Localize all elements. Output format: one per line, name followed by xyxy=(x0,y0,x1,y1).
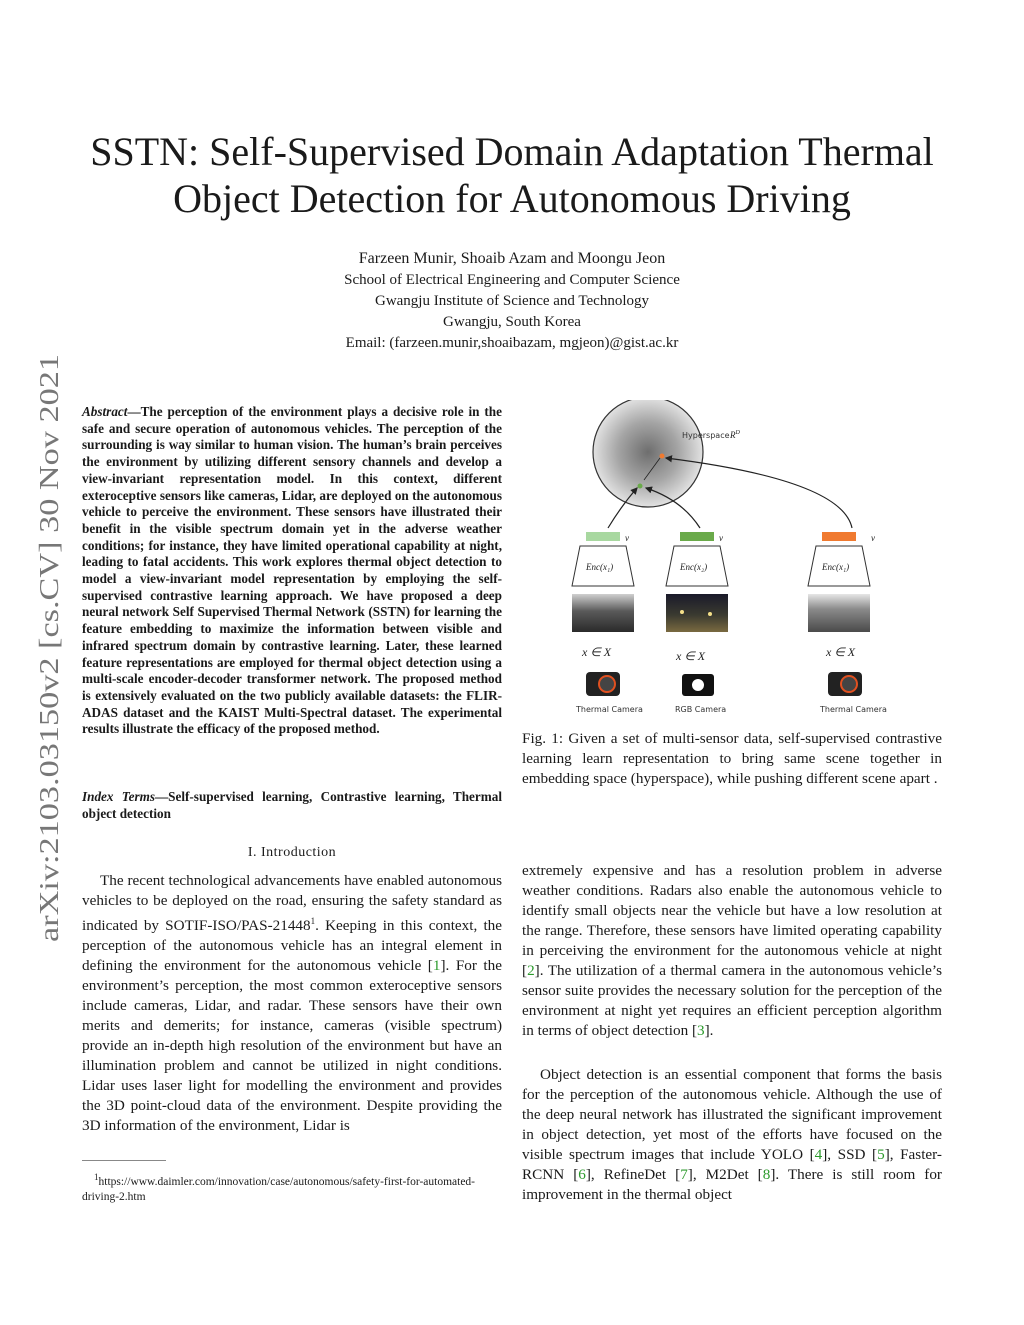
camera-label-2: RGB Camera xyxy=(675,705,727,714)
right-column-paragraph-2 xyxy=(522,1065,942,1205)
embedding-bar-3 xyxy=(822,532,856,541)
intro-text-b: . Keeping in this context, the perception of the autonomous vehicle has an integral element in defining the environment for the autonomous vehicle [ xyxy=(82,917,502,975)
hyperspace-math: $R^D$ xyxy=(730,430,740,440)
right-text-c: ]. xyxy=(704,1022,714,1039)
right-text-a: extremely expensive and has a resolution problem in adverse weather conditions. Radars also enable the autonomous vehicle to identify small objects near the vehicle but have a low resolution at the range. Therefore, these sensors have limited operating capability in perceiving the environment for the autonomous vehicle at night [ xyxy=(522,862,942,979)
embedding-label-3: v xyxy=(871,533,875,543)
figure-1 xyxy=(522,400,942,720)
sample-label-3: x ∈ X xyxy=(826,645,856,659)
abstract-text: —The perception of the environment plays a decisive role in the safe and secure operation of autonomous vehicles. The perception of the surrounding is way similar to human vision. The human’s brain perceives the environment by utilizing different sensory channels and develop a view-invariant representation model. In this context, different exteroceptive sensors like cameras, Lidar, are deployed on the autonomous vehicle to perceive the environment. These sensors have illustrated their benefit in the visible spectrum domain yet in the adverse weather conditions; for instance, they have limited operational capability at night, leading to fatal accidents. This work explores thermal object detection to model a view-invariant model representation by employing the self-supervised contrastive learning approach. We have proposed a deep neural network Self Supervised Thermal Network (SSTN) for learning the feature embedding to maximize the information between visible and infrared spectrum domain by contrastive learning. Later, these learned feature representations are employed for thermal object detection using a multi-scale encoder-decoder transformer network. The proposed method is extensively evaluated on the two publicly available datasets: the FLIR-ADAS dataset and the KAIST Multi-Spectral dataset. The experimental results illustrate the efficacy of the proposed method. xyxy=(82,404,502,737)
right-text-g: ], RefineDet [ xyxy=(585,1166,681,1183)
encoder-label-2: Enc(x₂) xyxy=(680,562,708,572)
title-line-2: Object Detection for Autonomous Driving xyxy=(173,176,851,221)
citation-link[interactable]: 1 xyxy=(432,957,441,975)
index-terms xyxy=(82,789,502,822)
thermal-camera-lens-1 xyxy=(599,676,615,692)
index-terms-text: —Self-supervised learning, Contrastive learning, Thermal object detection xyxy=(82,789,503,821)
right-text-i: ]. There is still room for improvement in the thermal object xyxy=(522,1166,942,1203)
index-terms-label: Index Terms xyxy=(82,789,155,804)
citation-link[interactable]: 7 xyxy=(680,1166,688,1183)
embedding-bar-2 xyxy=(680,532,714,541)
citation-link[interactable]: 4 xyxy=(814,1146,823,1163)
embedding-bar-1 xyxy=(586,532,620,541)
title-line-1: SSTN: Self-Supervised Domain Adaptation Thermal xyxy=(90,129,934,174)
citation-link[interactable]: 5 xyxy=(877,1146,885,1163)
camera-label-3: Thermal Camera xyxy=(820,705,887,714)
encoder-label-3: Enc(x₁) xyxy=(822,562,850,572)
citation-link[interactable]: 2 xyxy=(527,962,535,979)
right-column-paragraph-1 xyxy=(522,861,942,1041)
rgb-image-light-1 xyxy=(680,610,684,614)
sample-label-2: x ∈ X xyxy=(676,649,706,663)
footnote-url[interactable]: https://www.daimler.com/innovation/case/autonomous/safety-first-for-automated-driving-2.htm xyxy=(82,1175,476,1203)
hyperspace-label: Hyperspace xyxy=(682,431,730,440)
intro-text-c: ]. For the environment’s perception, the most common exteroceptive sensors include cameras, Lidar, and radar. These sensors have their own merits and demerits; for instance, cameras (visible spectrum) provide an in-depth high resolution of the environment but have an illumination problem and cannot be utilized in night conditions. Lidar uses laser light for modelling the environment and provides the 3D point-cloud data of the environment. Despite providing the 3D information of the environment, Lidar is xyxy=(82,957,502,1135)
embedding-point-positive xyxy=(638,484,643,489)
paper-title xyxy=(60,128,964,222)
footnote-number: 1 xyxy=(94,1172,99,1182)
right-text-d: Object detection is an essential component that forms the basis for the perception of the autonomous vehicle. Although the use of the deep neural network has illustrated the significant improvement in object detection, yet most of the efforts have focused on the visible spectrum images that include YOLO [ xyxy=(522,1066,942,1163)
intro-text-a: The recent technological advancements have enabled autonomous vehicles to be deployed on the road, ensuring the safety standard as indicated by SOTIF-ISO/PAS-21448 xyxy=(82,872,502,935)
author-department: School of Electrical Engineering and Computer Science xyxy=(344,272,680,288)
citation-link[interactable]: 8 xyxy=(762,1166,771,1183)
arxiv-identifier-text: arXiv:2103.03150v2 [cs.CV] 30 Nov 2021 xyxy=(34,478,64,942)
arxiv-identifier xyxy=(28,350,68,942)
thermal-image-1 xyxy=(572,594,634,632)
abstract-label: Abstract xyxy=(82,404,128,419)
introduction-paragraph xyxy=(82,871,502,1136)
footnote-rule xyxy=(82,1160,166,1161)
thermal-image-2 xyxy=(808,594,870,632)
right-text-f: ], Faster-RCNN [ xyxy=(522,1146,942,1183)
thermal-camera-lens-2 xyxy=(841,676,857,692)
right-text-e: ], SSD [ xyxy=(822,1146,878,1163)
author-block xyxy=(212,248,812,354)
author-email: Email: (farzeen.munir,shoaibazam, mgjeon)@gist.ac.kr xyxy=(345,335,679,351)
rgb-image xyxy=(666,594,728,632)
sample-label-1: x ∈ X xyxy=(582,645,612,659)
section-heading-introduction: I. Introduction xyxy=(247,845,337,860)
embedding-label-2: v xyxy=(719,533,723,543)
abstract xyxy=(82,404,502,738)
embedding-point-negative xyxy=(660,454,665,459)
hyperspace-sphere xyxy=(593,400,703,507)
right-text-h: ], M2Det [ xyxy=(687,1166,763,1183)
right-text-b: ]. The utilization of a thermal camera in the autonomous vehicle’s sensor suite provides the necessary solution for the perception of the environment at night yet requires an efficient perception algorithm in terms of object detection [ xyxy=(522,962,942,1039)
encoder-label-1: Enc(x₁) xyxy=(586,562,614,572)
rgb-image-light-2 xyxy=(708,612,712,616)
figure-caption: Fig. 1: Given a set of multi-sensor data, self-supervised contrastive learning learn representation to bring same scene together in embedding space (hyperspace), while pushing different scene apart . xyxy=(522,730,942,787)
author-names: Farzeen Munir, Shoaib Azam and Moongu Jeon xyxy=(358,250,666,267)
author-institute: Gwangju Institute of Science and Technology xyxy=(374,293,650,309)
citation-link[interactable]: 6 xyxy=(578,1166,586,1183)
footnote-marker[interactable]: 1 xyxy=(310,916,316,926)
citation-link[interactable]: 3 xyxy=(697,1022,705,1039)
embedding-label-1: v xyxy=(625,533,629,543)
author-location: Gwangju, South Korea xyxy=(443,314,581,330)
rgb-camera-lens xyxy=(691,678,705,692)
camera-label-1: Thermal Camera xyxy=(576,705,643,714)
footnote xyxy=(82,1170,502,1205)
